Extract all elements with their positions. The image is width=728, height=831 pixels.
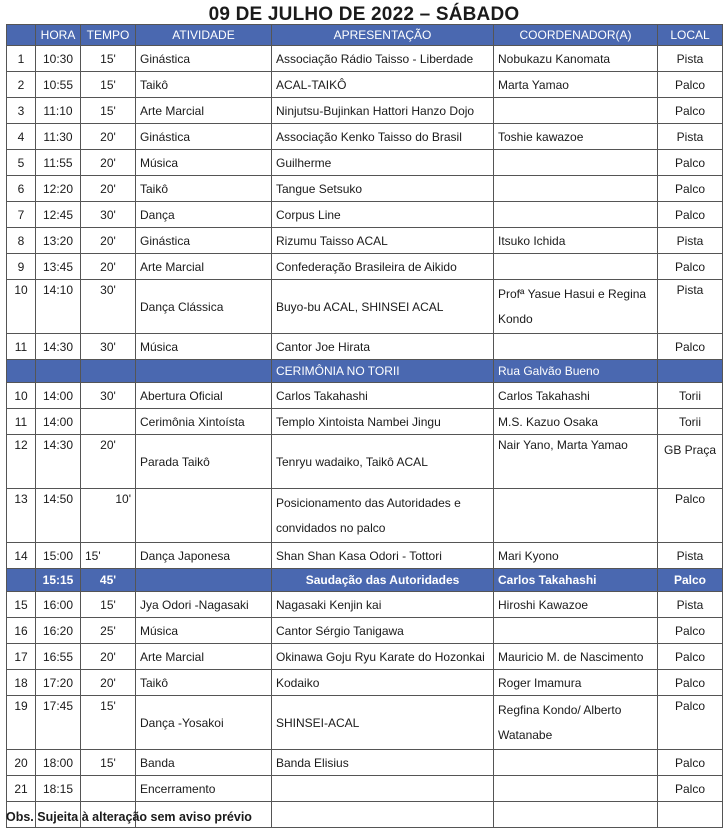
cell-apresentacao: Posicionamento das Autoridades e convidados no palco <box>272 489 494 543</box>
cell-hora: 18:15 <box>36 776 81 802</box>
cell-hora: 14:00 <box>36 409 81 435</box>
table-row <box>7 489 723 543</box>
cell-hora: 16:55 <box>36 644 81 670</box>
table-row <box>7 254 723 280</box>
cell-atividade <box>136 569 272 592</box>
cell-number: 20 <box>7 750 36 776</box>
cell-atividade <box>136 489 272 543</box>
cell-apresentacao: Tangue Setsuko <box>272 176 494 202</box>
cell-hora: 17:45 <box>36 696 81 750</box>
table-row <box>7 176 723 202</box>
cell-hora: 18:00 <box>36 750 81 776</box>
cell-hora: 14:10 <box>36 280 81 334</box>
cell-atividade: Jya Odori -Nagasaki <box>136 592 272 618</box>
cell-apresentacao: SHINSEI-ACAL <box>272 696 494 750</box>
table-row <box>7 334 723 360</box>
cell-coordenador: M.S. Kazuo Osaka <box>494 409 658 435</box>
cell-tempo <box>81 409 136 435</box>
cell-hora: 14:30 <box>36 334 81 360</box>
cell-tempo: 20' <box>81 254 136 280</box>
cell-coordenador <box>494 802 658 828</box>
cell-coordenador <box>494 202 658 228</box>
cell-tempo: 20' <box>81 228 136 254</box>
cell-coordenador: Carlos Takahashi <box>494 569 658 592</box>
cell-local: Pista <box>658 46 723 72</box>
cell-local: Palco <box>658 150 723 176</box>
col-header-local: LOCAL <box>658 25 723 46</box>
cell-atividade: Banda <box>136 750 272 776</box>
col-header-apresentacao: APRESENTAÇÃO <box>272 25 494 46</box>
cell-tempo: 30' <box>81 202 136 228</box>
section-title: CERIMÔNIA NO TORII <box>272 360 494 383</box>
cell-number: 1 <box>7 46 36 72</box>
cell-atividade: Música <box>136 334 272 360</box>
table-row <box>7 644 723 670</box>
cell-atividade: Dança <box>136 202 272 228</box>
cell-apresentacao: Associação Rádio Taisso - Liberdade <box>272 46 494 72</box>
cell-local: Torii <box>658 409 723 435</box>
table-row <box>7 592 723 618</box>
table-row <box>7 776 723 802</box>
cell-apresentacao: Nagasaki Kenjin kai <box>272 592 494 618</box>
table-row <box>7 670 723 696</box>
cell-number: 5 <box>7 150 36 176</box>
cell-number: 14 <box>7 543 36 569</box>
cell-local: Palco <box>658 750 723 776</box>
cell-tempo: 15' <box>81 72 136 98</box>
section-location: Rua Galvão Bueno <box>494 360 658 383</box>
cell-local: Pista <box>658 592 723 618</box>
table-row <box>7 98 723 124</box>
cell-tempo: 30' <box>81 383 136 409</box>
cell-hora: 16:00 <box>36 592 81 618</box>
cell-tempo: 15' <box>81 46 136 72</box>
cell-number: 15 <box>7 592 36 618</box>
table-row <box>7 228 723 254</box>
cell-number: 4 <box>7 124 36 150</box>
cell-apresentacao: Tenryu wadaiko, Taikô ACAL <box>272 435 494 489</box>
cell-tempo: 20' <box>81 176 136 202</box>
cell-apresentacao: Associação Kenko Taisso do Brasil <box>272 124 494 150</box>
cell-coordenador <box>494 176 658 202</box>
cell-apresentacao: Confederação Brasileira de Aikido <box>272 254 494 280</box>
cell-local: Palco <box>658 644 723 670</box>
cell-hora: 13:20 <box>36 228 81 254</box>
table-row <box>7 435 723 489</box>
cell-hora: 10:55 <box>36 72 81 98</box>
cell-number <box>7 569 36 592</box>
cell-tempo: 20' <box>81 124 136 150</box>
cell-hora: 17:20 <box>36 670 81 696</box>
cell-atividade: Música <box>136 150 272 176</box>
cell-atividade <box>136 360 272 383</box>
cell-local: Palco <box>658 670 723 696</box>
table-row <box>7 409 723 435</box>
cell-tempo: 15' <box>81 750 136 776</box>
cell-apresentacao: Guilherme <box>272 150 494 176</box>
cell-atividade: Cerimônia Xintoísta <box>136 409 272 435</box>
cell-coordenador: Regfina Kondo/ Alberto Watanabe <box>494 696 658 750</box>
cell-local: Palco <box>658 569 723 592</box>
cell-atividade: Arte Marcial <box>136 98 272 124</box>
cell-number: 9 <box>7 254 36 280</box>
header-row <box>7 25 723 46</box>
cell-number: 2 <box>7 72 36 98</box>
cell-apresentacao: Cantor Sérgio Tanigawa <box>272 618 494 644</box>
cell-local: Palco <box>658 202 723 228</box>
cell-tempo: 20' <box>81 670 136 696</box>
cell-coordenador <box>494 150 658 176</box>
cell-tempo: 30' <box>81 280 136 334</box>
cell-atividade: Parada Taikô <box>136 435 272 489</box>
cell-number: 16 <box>7 618 36 644</box>
cell-coordenador <box>494 334 658 360</box>
cell-coordenador: Nobukazu Kanomata <box>494 46 658 72</box>
cell-coordenador <box>494 489 658 543</box>
cell-local: Palco <box>658 618 723 644</box>
cell-apresentacao <box>272 802 494 828</box>
cell-local: Palco <box>658 176 723 202</box>
cell-hora: 11:30 <box>36 124 81 150</box>
cell-hora <box>36 360 81 383</box>
cell-atividade: Ginástica <box>136 46 272 72</box>
cell-coordenador <box>494 618 658 644</box>
cell-number: 11 <box>7 334 36 360</box>
cell-atividade: Encerramento <box>136 776 272 802</box>
cell-atividade: Taikô <box>136 670 272 696</box>
cell-coordenador: Profª Yasue Hasui e Regina Kondo <box>494 280 658 334</box>
col-header-hora: HORA <box>36 25 81 46</box>
cell-hora: 16:20 <box>36 618 81 644</box>
cell-apresentacao: ACAL-TAIKÔ <box>272 72 494 98</box>
section-band-saudacao <box>7 569 723 592</box>
footnote: Obs. Sujeita à alteração sem aviso prévio <box>6 810 252 824</box>
cell-tempo: 20' <box>81 435 136 489</box>
cell-apresentacao: Buyo-bu ACAL, SHINSEI ACAL <box>272 280 494 334</box>
cell-number: 10 <box>7 280 36 334</box>
cell-number: 17 <box>7 644 36 670</box>
cell-number: 12 <box>7 435 36 489</box>
cell-atividade: Dança Japonesa <box>136 543 272 569</box>
cell-coordenador <box>494 776 658 802</box>
cell-coordenador: Itsuko Ichida <box>494 228 658 254</box>
cell-hora: 14:30 <box>36 435 81 489</box>
cell-coordenador: Roger Imamura <box>494 670 658 696</box>
cell-atividade: Ginástica <box>136 228 272 254</box>
cell-atividade: Ginástica <box>136 124 272 150</box>
cell-local: Palco <box>658 776 723 802</box>
col-header-coordenador: COORDENADOR(A) <box>494 25 658 46</box>
cell-atividade: Abertura Oficial <box>136 383 272 409</box>
cell-local: GB Praça <box>658 435 723 489</box>
cell-hora: 14:50 <box>36 489 81 543</box>
table-row <box>7 750 723 776</box>
cell-tempo: 15' <box>81 592 136 618</box>
cell-coordenador: Mari Kyono <box>494 543 658 569</box>
cell-apresentacao: Banda Elisius <box>272 750 494 776</box>
cell-coordenador: Nair Yano, Marta Yamao <box>494 435 658 489</box>
cell-local: Torii <box>658 383 723 409</box>
cell-coordenador <box>494 750 658 776</box>
cell-tempo <box>81 360 136 383</box>
cell-hora: 10:30 <box>36 46 81 72</box>
cell-number: 7 <box>7 202 36 228</box>
cell-coordenador: Toshie kawazoe <box>494 124 658 150</box>
cell-number: 8 <box>7 228 36 254</box>
cell-number <box>7 360 36 383</box>
cell-tempo: 20' <box>81 150 136 176</box>
cell-apresentacao: Templo Xintoista Nambei Jingu <box>272 409 494 435</box>
cell-hora: 11:10 <box>36 98 81 124</box>
cell-hora: 12:45 <box>36 202 81 228</box>
cell-apresentacao: Cantor Joe Hirata <box>272 334 494 360</box>
table-row <box>7 124 723 150</box>
cell-local: Pista <box>658 228 723 254</box>
cell-atividade: Dança Clássica <box>136 280 272 334</box>
cell-number: 3 <box>7 98 36 124</box>
col-header-tempo: TEMPO <box>81 25 136 46</box>
cell-number: 10 <box>7 383 36 409</box>
cell-apresentacao <box>272 776 494 802</box>
cell-local <box>658 360 723 383</box>
cell-number: 19 <box>7 696 36 750</box>
cell-local: Pista <box>658 124 723 150</box>
cell-local: Palco <box>658 72 723 98</box>
cell-hora: 15:15 <box>36 569 81 592</box>
cell-local: Pista <box>658 280 723 334</box>
cell-number: 18 <box>7 670 36 696</box>
cell-tempo: 10' <box>81 489 136 543</box>
cell-coordenador: Marta Yamao <box>494 72 658 98</box>
cell-apresentacao: Rizumu Taisso ACAL <box>272 228 494 254</box>
cell-tempo: 15' <box>81 543 136 569</box>
section-title: Saudação das Autoridades <box>272 569 494 592</box>
cell-atividade: Taikô <box>136 72 272 98</box>
col-header-atividade: ATIVIDADE <box>136 25 272 46</box>
cell-coordenador <box>494 98 658 124</box>
cell-coordenador: Mauricio M. de Nascimento <box>494 644 658 670</box>
cell-tempo <box>81 776 136 802</box>
cell-local: Palco <box>658 98 723 124</box>
cell-local: Palco <box>658 696 723 750</box>
cell-apresentacao: Corpus Line <box>272 202 494 228</box>
table-row <box>7 202 723 228</box>
cell-tempo: 30' <box>81 334 136 360</box>
cell-number: 11 <box>7 409 36 435</box>
cell-number: 21 <box>7 776 36 802</box>
cell-apresentacao: Shan Shan Kasa Odori - Tottori <box>272 543 494 569</box>
cell-tempo: 20' <box>81 644 136 670</box>
cell-coordenador: Hiroshi Kawazoe <box>494 592 658 618</box>
cell-tempo: 25' <box>81 618 136 644</box>
cell-atividade: Música <box>136 618 272 644</box>
cell-number: 13 <box>7 489 36 543</box>
cell-coordenador <box>494 254 658 280</box>
cell-local: Palco <box>658 254 723 280</box>
cell-tempo: 15' <box>81 98 136 124</box>
col-header-number <box>7 25 36 46</box>
cell-atividade: Arte Marcial <box>136 644 272 670</box>
cell-apresentacao: Kodaiko <box>272 670 494 696</box>
cell-atividade: Arte Marcial <box>136 254 272 280</box>
cell-hora: 15:00 <box>36 543 81 569</box>
table-row <box>7 543 723 569</box>
cell-apresentacao: Okinawa Goju Ryu Karate do Hozonkai <box>272 644 494 670</box>
cell-atividade: Taikô <box>136 176 272 202</box>
cell-hora: 14:00 <box>36 383 81 409</box>
table-row <box>7 618 723 644</box>
cell-local <box>658 802 723 828</box>
page-title: 09 DE JULHO DE 2022 – SÁBADO <box>208 4 520 25</box>
schedule-table <box>6 24 723 828</box>
table-row <box>7 72 723 98</box>
cell-apresentacao: Ninjutsu-Bujinkan Hattori Hanzo Dojo <box>272 98 494 124</box>
table-row <box>7 383 723 409</box>
cell-local: Palco <box>658 334 723 360</box>
cell-local: Pista <box>658 543 723 569</box>
cell-hora: 13:45 <box>36 254 81 280</box>
cell-tempo: 45' <box>81 569 136 592</box>
cell-apresentacao: Carlos Takahashi <box>272 383 494 409</box>
cell-local: Palco <box>658 489 723 543</box>
cell-coordenador: Carlos Takahashi <box>494 383 658 409</box>
cell-hora: 11:55 <box>36 150 81 176</box>
cell-atividade: Dança -Yosakoi <box>136 696 272 750</box>
cell-hora: 12:20 <box>36 176 81 202</box>
cell-tempo: 15' <box>81 696 136 750</box>
table-row <box>7 150 723 176</box>
table-row <box>7 280 723 334</box>
cell-number: 6 <box>7 176 36 202</box>
section-band-cerimonia <box>7 360 723 383</box>
table-row <box>7 696 723 750</box>
table-row <box>7 46 723 72</box>
